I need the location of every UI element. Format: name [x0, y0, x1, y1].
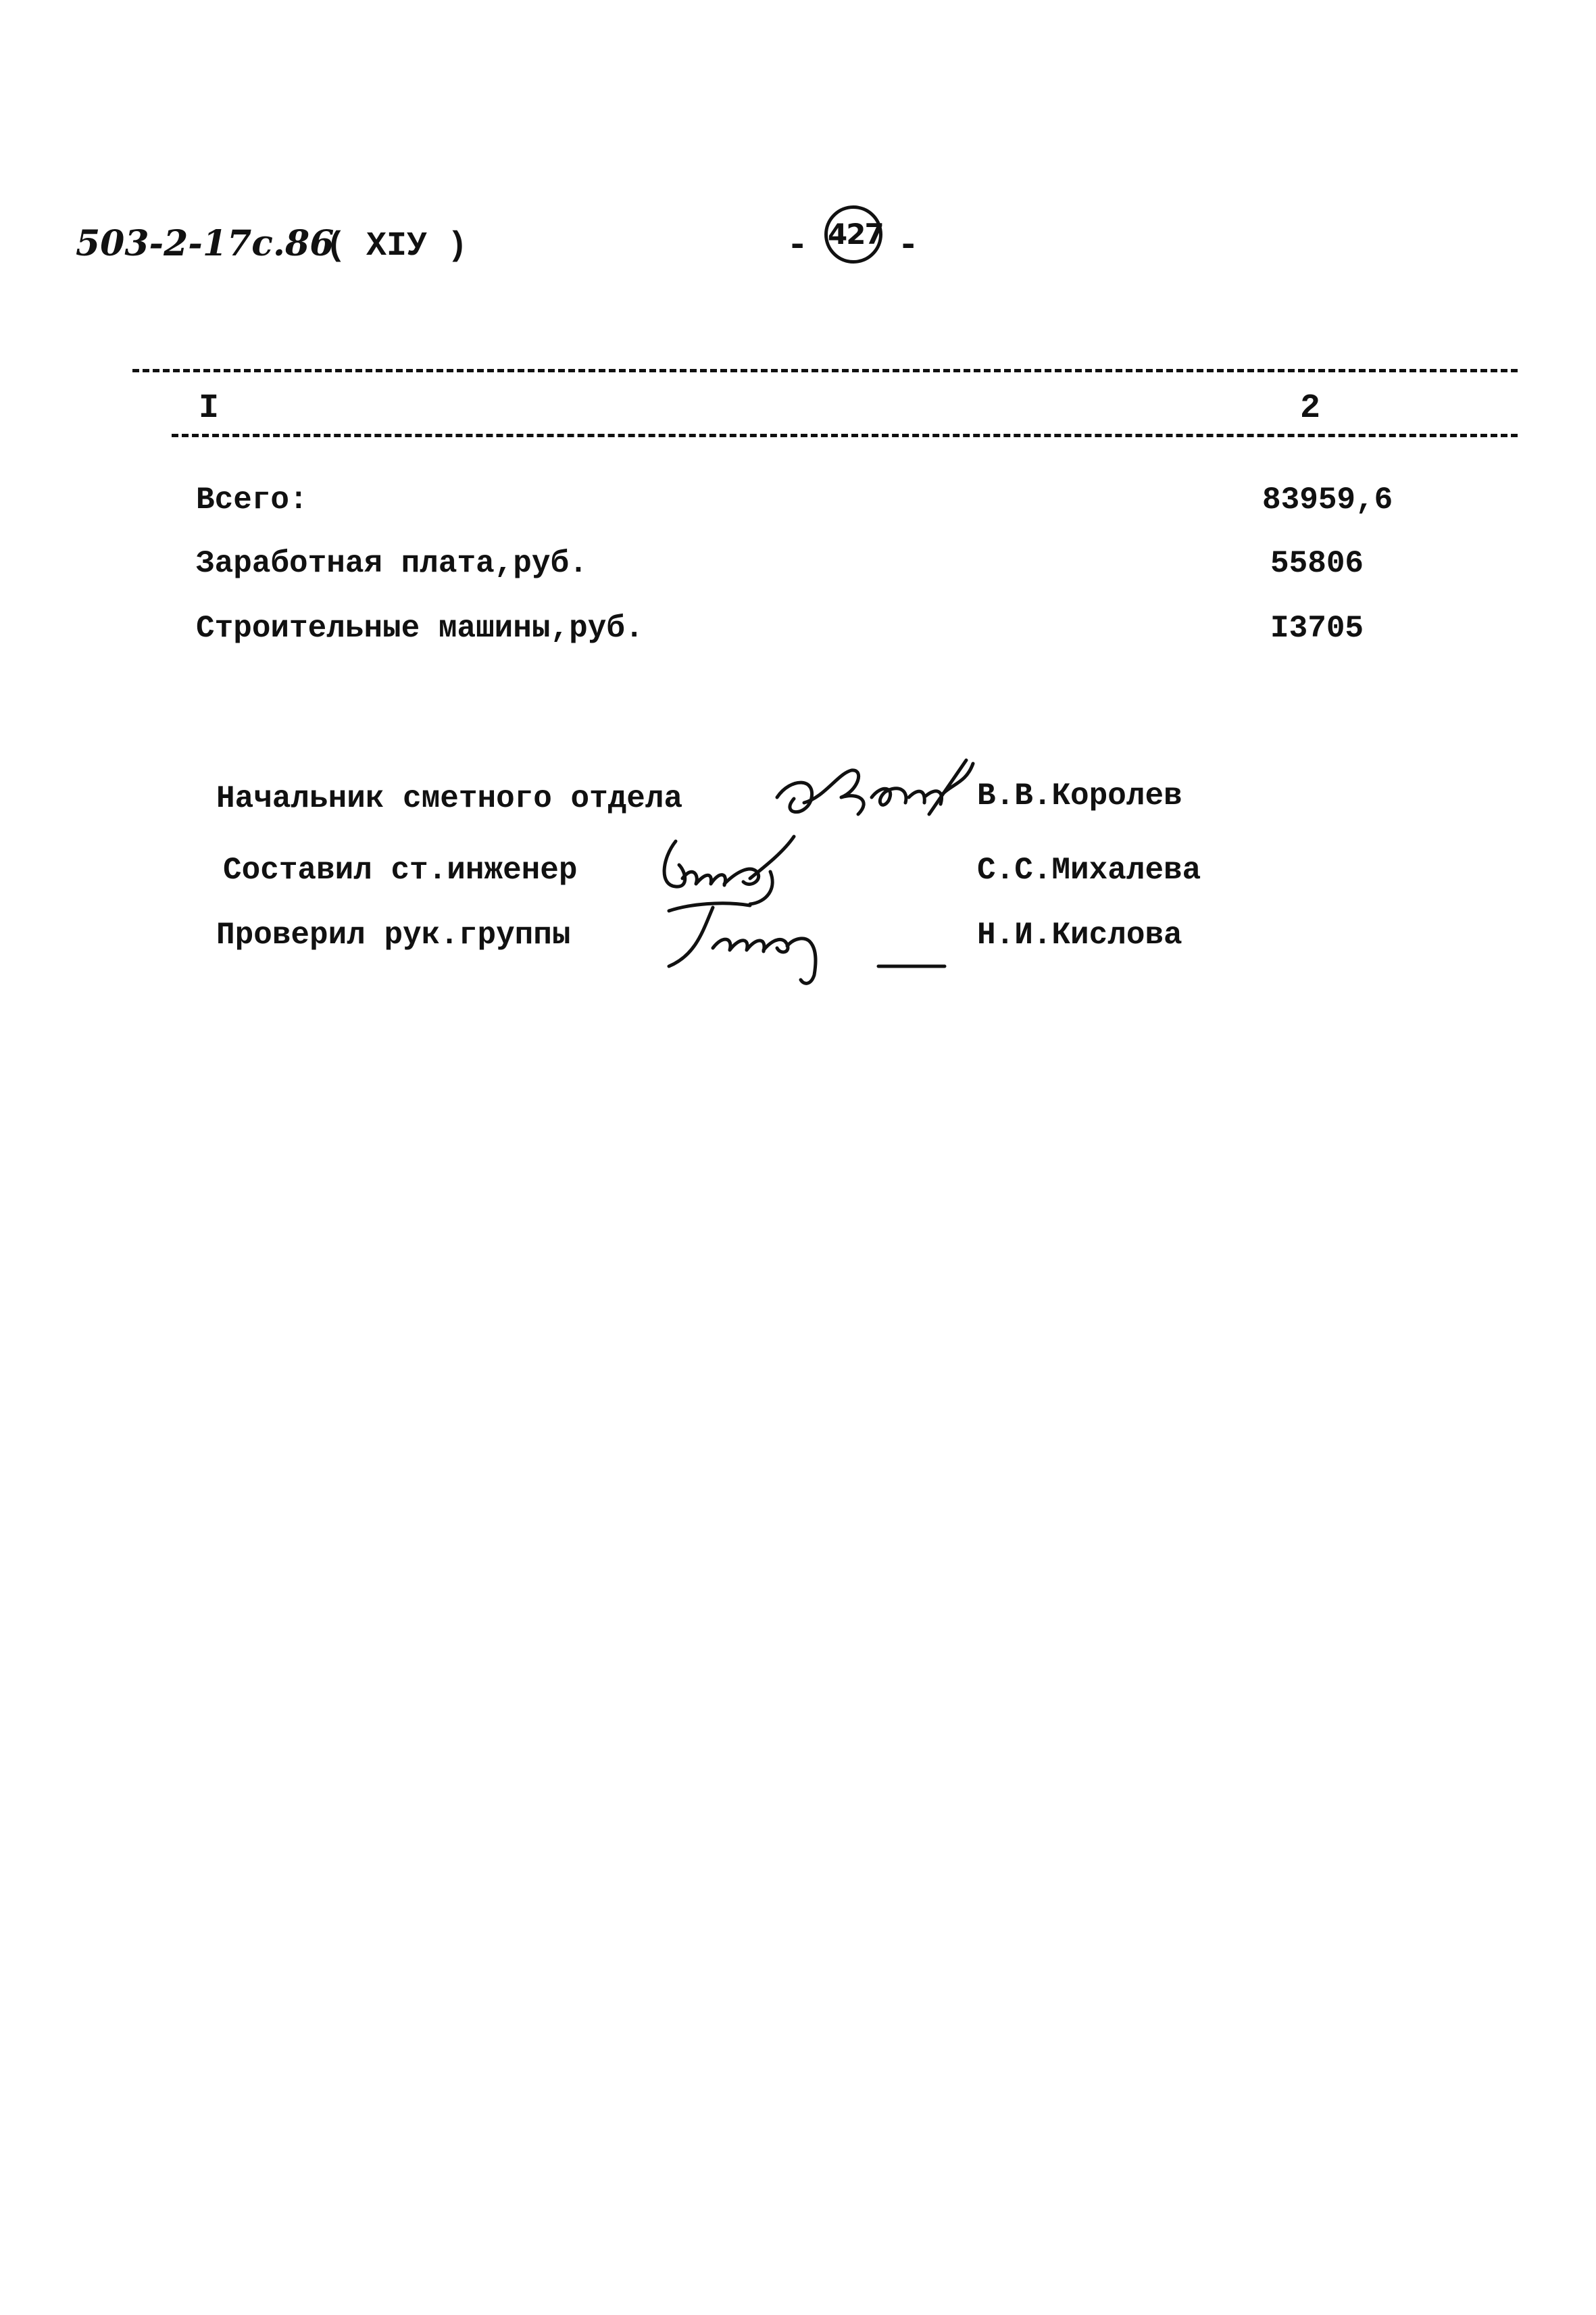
- document-code: 503-2-17с.86: [76, 223, 334, 264]
- signature-scribble-3: [649, 891, 953, 992]
- page-number: 427: [824, 205, 882, 264]
- page-dash-right: -: [897, 226, 920, 267]
- signature-name-3: Н.И.Кислова: [977, 918, 1182, 953]
- signature-role-3: Проверил рук.группы: [216, 918, 571, 953]
- signature-name-1: В.В.Королев: [977, 778, 1182, 814]
- column-header-2: 2: [1300, 389, 1321, 428]
- signature-role-2: Составил ст.инженер: [223, 853, 578, 888]
- table-top-rule: [132, 369, 1518, 372]
- total-label: Всего:: [196, 482, 308, 518]
- page-dash-left: -: [787, 226, 809, 267]
- total-value: 83959,6: [1262, 482, 1393, 518]
- machines-label: Строительные машины,руб.: [196, 611, 644, 646]
- section-code: ( XIУ ): [326, 227, 468, 266]
- wages-label: Заработная плата,руб.: [196, 546, 588, 581]
- signature-name-2: С.С.Михалева: [977, 853, 1201, 888]
- wages-value: 55806: [1270, 546, 1364, 581]
- table-bottom-rule: [172, 434, 1518, 437]
- machines-value: I3705: [1270, 611, 1364, 646]
- column-header-1: I: [199, 389, 220, 428]
- signature-role-1: Начальник сметного отдела: [216, 781, 683, 816]
